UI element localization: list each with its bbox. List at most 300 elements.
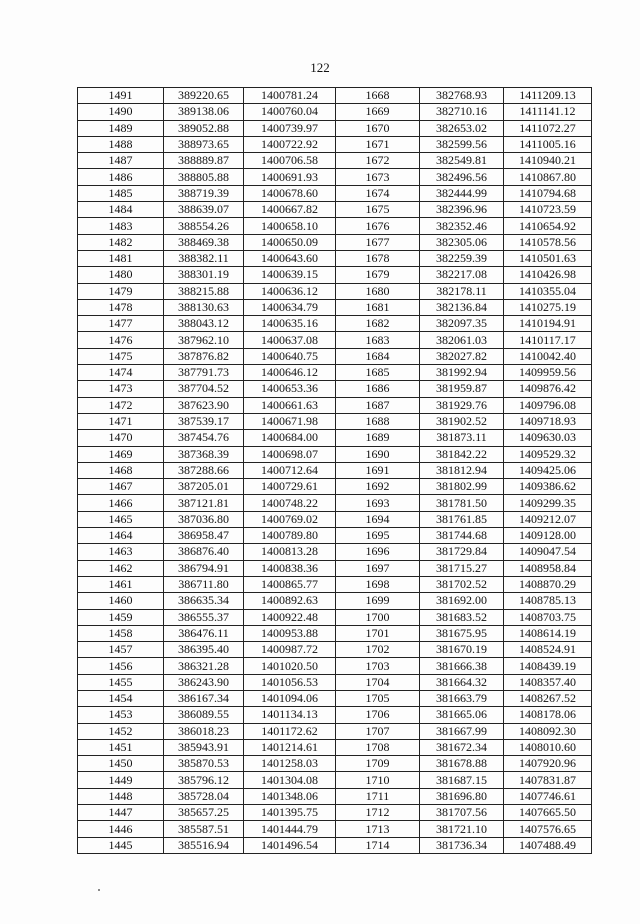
point-id-right-cell: 1687 [336,397,420,413]
x-coord-right-cell: 381842.22 [420,446,504,462]
table-row [78,528,592,544]
x-coord-right-cell: 381992.94 [420,365,504,381]
x-coord-right-cell: 381959.87 [420,381,504,397]
x-coord-right-cell: 381666.38 [420,658,504,674]
point-id-left-cell: 1490 [78,104,164,120]
point-id-left-cell: 1474 [78,365,164,381]
x-coord-right-cell: 382097.35 [420,316,504,332]
point-id-right-cell: 1682 [336,316,420,332]
y-coord-right-cell: 1408092.30 [504,723,592,739]
y-coord-left-cell: 1401020.50 [244,658,336,674]
x-coord-right-cell: 382259.39 [420,250,504,266]
x-coord-left-cell: 385728.04 [164,788,244,804]
y-coord-left-cell: 1400684.00 [244,430,336,446]
point-id-right-cell: 1711 [336,788,420,804]
table-row [78,316,592,332]
coordinates-table-body [78,88,592,854]
x-coord-left-cell: 388130.63 [164,299,244,315]
x-coord-right-cell: 382027.82 [420,348,504,364]
point-id-left-cell: 1464 [78,528,164,544]
x-coord-left-cell: 385587.51 [164,821,244,837]
table-row [78,772,592,788]
x-coord-left-cell: 386876.40 [164,544,244,560]
point-id-right-cell: 1709 [336,756,420,772]
y-coord-left-cell: 1401496.54 [244,837,336,853]
y-coord-left-cell: 1400671.98 [244,413,336,429]
y-coord-right-cell: 1408870.29 [504,576,592,592]
y-coord-left-cell: 1400646.12 [244,365,336,381]
y-coord-right-cell: 1408703.75 [504,609,592,625]
x-coord-right-cell: 381929.76 [420,397,504,413]
x-coord-left-cell: 386555.37 [164,609,244,625]
y-coord-right-cell: 1409047.54 [504,544,592,560]
point-id-left-cell: 1475 [78,348,164,364]
y-coord-right-cell: 1410275.19 [504,299,592,315]
point-id-right-cell: 1673 [336,169,420,185]
x-coord-left-cell: 388719.39 [164,185,244,201]
y-coord-left-cell: 1401056.53 [244,674,336,690]
table-row [78,88,592,104]
y-coord-left-cell: 1400769.02 [244,511,336,527]
table-row [78,397,592,413]
table-row [78,805,592,821]
x-coord-right-cell: 381663.79 [420,690,504,706]
table-row [78,560,592,576]
point-id-left-cell: 1462 [78,560,164,576]
y-coord-left-cell: 1401094.06 [244,690,336,706]
y-coord-left-cell: 1401395.75 [244,805,336,821]
x-coord-left-cell: 386476.11 [164,625,244,641]
x-coord-right-cell: 381707.56 [420,805,504,821]
table-row [78,658,592,674]
x-coord-right-cell: 381696.80 [420,788,504,804]
x-coord-left-cell: 388469.38 [164,234,244,250]
point-id-right-cell: 1668 [336,88,420,104]
x-coord-right-cell: 381736.34 [420,837,504,853]
point-id-right-cell: 1689 [336,430,420,446]
x-coord-left-cell: 387036.80 [164,511,244,527]
y-coord-left-cell: 1400748.22 [244,495,336,511]
point-id-left-cell: 1459 [78,609,164,625]
x-coord-left-cell: 385657.25 [164,805,244,821]
point-id-left-cell: 1491 [78,88,164,104]
y-coord-left-cell: 1400635.16 [244,316,336,332]
x-coord-right-cell: 382217.08 [420,267,504,283]
table-row [78,723,592,739]
x-coord-left-cell: 386635.34 [164,593,244,609]
x-coord-left-cell: 387368.39 [164,446,244,462]
table-row [78,104,592,120]
x-coord-left-cell: 386395.40 [164,642,244,658]
point-id-left-cell: 1454 [78,690,164,706]
point-id-left-cell: 1463 [78,544,164,560]
x-coord-right-cell: 381873.11 [420,430,504,446]
table-row [78,267,592,283]
table-row [78,381,592,397]
point-id-left-cell: 1465 [78,511,164,527]
table-row [78,495,592,511]
x-coord-right-cell: 382549.81 [420,153,504,169]
point-id-left-cell: 1460 [78,593,164,609]
y-coord-right-cell: 1409128.00 [504,528,592,544]
table-row [78,250,592,266]
coordinates-table [77,87,592,854]
point-id-right-cell: 1707 [336,723,420,739]
y-coord-left-cell: 1400640.75 [244,348,336,364]
table-row [78,821,592,837]
table-row [78,739,592,755]
table-row [78,544,592,560]
x-coord-left-cell: 388973.65 [164,136,244,152]
table-row [78,788,592,804]
x-coord-right-cell: 381667.99 [420,723,504,739]
x-coord-right-cell: 381670.19 [420,642,504,658]
table-row [78,446,592,462]
y-coord-left-cell: 1400953.88 [244,625,336,641]
point-id-left-cell: 1471 [78,413,164,429]
x-coord-right-cell: 382710.16 [420,104,504,120]
point-id-left-cell: 1468 [78,462,164,478]
point-id-left-cell: 1470 [78,430,164,446]
x-coord-left-cell: 388554.26 [164,218,244,234]
y-coord-right-cell: 1410867.80 [504,169,592,185]
point-id-left-cell: 1484 [78,202,164,218]
table-row [78,169,592,185]
x-coord-right-cell: 381664.32 [420,674,504,690]
x-coord-left-cell: 386243.90 [164,674,244,690]
x-coord-right-cell: 382061.03 [420,332,504,348]
scan-speck [98,889,100,891]
x-coord-right-cell: 381812.94 [420,462,504,478]
table-row [78,185,592,201]
x-coord-right-cell: 382396.96 [420,202,504,218]
y-coord-right-cell: 1411005.16 [504,136,592,152]
point-id-left-cell: 1446 [78,821,164,837]
point-id-left-cell: 1448 [78,788,164,804]
point-id-right-cell: 1695 [336,528,420,544]
y-coord-right-cell: 1407746.61 [504,788,592,804]
point-id-right-cell: 1699 [336,593,420,609]
y-coord-right-cell: 1409386.62 [504,479,592,495]
point-id-right-cell: 1705 [336,690,420,706]
y-coord-left-cell: 1400922.48 [244,609,336,625]
point-id-right-cell: 1670 [336,120,420,136]
y-coord-left-cell: 1400987.72 [244,642,336,658]
x-coord-left-cell: 387962.10 [164,332,244,348]
x-coord-left-cell: 388889.87 [164,153,244,169]
table-row [78,136,592,152]
y-coord-right-cell: 1407576.65 [504,821,592,837]
x-coord-left-cell: 386089.55 [164,707,244,723]
y-coord-left-cell: 1401304.08 [244,772,336,788]
point-id-left-cell: 1457 [78,642,164,658]
x-coord-left-cell: 387791.73 [164,365,244,381]
y-coord-right-cell: 1410355.04 [504,283,592,299]
point-id-right-cell: 1693 [336,495,420,511]
x-coord-right-cell: 381802.99 [420,479,504,495]
y-coord-right-cell: 1410426.98 [504,267,592,283]
y-coord-right-cell: 1410117.17 [504,332,592,348]
point-id-right-cell: 1696 [336,544,420,560]
x-coord-right-cell: 382653.02 [420,120,504,136]
x-coord-left-cell: 385870.53 [164,756,244,772]
y-coord-right-cell: 1411141.12 [504,104,592,120]
x-coord-left-cell: 387876.82 [164,348,244,364]
point-id-right-cell: 1714 [336,837,420,853]
table-row [78,413,592,429]
y-coord-right-cell: 1410723.59 [504,202,592,218]
table-row [78,593,592,609]
point-id-right-cell: 1704 [336,674,420,690]
point-id-right-cell: 1710 [336,772,420,788]
point-id-right-cell: 1694 [336,511,420,527]
y-coord-right-cell: 1409796.08 [504,397,592,413]
point-id-right-cell: 1683 [336,332,420,348]
point-id-left-cell: 1453 [78,707,164,723]
point-id-left-cell: 1473 [78,381,164,397]
x-coord-left-cell: 388043.12 [164,316,244,332]
x-coord-right-cell: 382178.11 [420,283,504,299]
point-id-right-cell: 1708 [336,739,420,755]
table-row [78,674,592,690]
x-coord-right-cell: 382352.46 [420,218,504,234]
point-id-left-cell: 1450 [78,756,164,772]
y-coord-left-cell: 1401348.06 [244,788,336,804]
x-coord-left-cell: 389220.65 [164,88,244,104]
point-id-right-cell: 1703 [336,658,420,674]
y-coord-left-cell: 1400781.24 [244,88,336,104]
x-coord-left-cell: 385516.94 [164,837,244,853]
point-id-right-cell: 1674 [336,185,420,201]
x-coord-left-cell: 385943.91 [164,739,244,755]
x-coord-left-cell: 386167.34 [164,690,244,706]
y-coord-right-cell: 1409529.32 [504,446,592,462]
x-coord-left-cell: 385796.12 [164,772,244,788]
point-id-right-cell: 1681 [336,299,420,315]
x-coord-left-cell: 386958.47 [164,528,244,544]
point-id-right-cell: 1702 [336,642,420,658]
x-coord-left-cell: 387205.01 [164,479,244,495]
table-row [78,479,592,495]
point-id-right-cell: 1677 [336,234,420,250]
x-coord-left-cell: 386794.91 [164,560,244,576]
y-coord-left-cell: 1401214.61 [244,739,336,755]
x-coord-right-cell: 381761.85 [420,511,504,527]
point-id-left-cell: 1461 [78,576,164,592]
y-coord-right-cell: 1409718.93 [504,413,592,429]
y-coord-right-cell: 1407488.49 [504,837,592,853]
x-coord-right-cell: 381678.88 [420,756,504,772]
table-row [78,283,592,299]
point-id-left-cell: 1466 [78,495,164,511]
point-id-right-cell: 1712 [336,805,420,821]
point-id-left-cell: 1447 [78,805,164,821]
point-id-left-cell: 1481 [78,250,164,266]
x-coord-right-cell: 381687.15 [420,772,504,788]
x-coord-right-cell: 382599.56 [420,136,504,152]
y-coord-right-cell: 1408010.60 [504,739,592,755]
point-id-left-cell: 1480 [78,267,164,283]
point-id-left-cell: 1456 [78,658,164,674]
x-coord-left-cell: 388301.19 [164,267,244,283]
point-id-right-cell: 1691 [336,462,420,478]
point-id-right-cell: 1676 [336,218,420,234]
point-id-left-cell: 1487 [78,153,164,169]
y-coord-right-cell: 1409425.06 [504,462,592,478]
table-row [78,332,592,348]
y-coord-left-cell: 1400813.28 [244,544,336,560]
y-coord-right-cell: 1408178.06 [504,707,592,723]
y-coord-left-cell: 1400639.15 [244,267,336,283]
y-coord-right-cell: 1407920.96 [504,756,592,772]
point-id-right-cell: 1672 [336,153,420,169]
point-id-left-cell: 1486 [78,169,164,185]
y-coord-right-cell: 1410654.92 [504,218,592,234]
point-id-right-cell: 1669 [336,104,420,120]
x-coord-right-cell: 381715.27 [420,560,504,576]
y-coord-right-cell: 1410501.63 [504,250,592,266]
y-coord-right-cell: 1410194.91 [504,316,592,332]
y-coord-left-cell: 1400634.79 [244,299,336,315]
point-id-right-cell: 1684 [336,348,420,364]
y-coord-right-cell: 1410794.68 [504,185,592,201]
y-coord-left-cell: 1400712.64 [244,462,336,478]
point-id-left-cell: 1451 [78,739,164,755]
table-row [78,365,592,381]
y-coord-right-cell: 1410042.40 [504,348,592,364]
y-coord-left-cell: 1400661.63 [244,397,336,413]
y-coord-left-cell: 1401172.62 [244,723,336,739]
point-id-left-cell: 1467 [78,479,164,495]
y-coord-right-cell: 1408357.40 [504,674,592,690]
table-row [78,234,592,250]
y-coord-left-cell: 1400667.82 [244,202,336,218]
y-coord-right-cell: 1411209.13 [504,88,592,104]
point-id-right-cell: 1679 [336,267,420,283]
x-coord-left-cell: 386711.80 [164,576,244,592]
y-coord-right-cell: 1408524.91 [504,642,592,658]
table-row [78,756,592,772]
y-coord-right-cell: 1408267.52 [504,690,592,706]
y-coord-right-cell: 1408785.13 [504,593,592,609]
point-id-right-cell: 1685 [336,365,420,381]
point-id-left-cell: 1472 [78,397,164,413]
x-coord-right-cell: 381692.00 [420,593,504,609]
y-coord-left-cell: 1401134.13 [244,707,336,723]
y-coord-left-cell: 1400892.63 [244,593,336,609]
point-id-right-cell: 1690 [336,446,420,462]
x-coord-left-cell: 389052.88 [164,120,244,136]
y-coord-right-cell: 1409212.07 [504,511,592,527]
x-coord-right-cell: 381729.84 [420,544,504,560]
table-row [78,299,592,315]
table-row [78,609,592,625]
y-coord-left-cell: 1400658.10 [244,218,336,234]
point-id-left-cell: 1477 [78,316,164,332]
y-coord-left-cell: 1400637.08 [244,332,336,348]
x-coord-right-cell: 382768.93 [420,88,504,104]
x-coord-left-cell: 387121.81 [164,495,244,511]
x-coord-left-cell: 387704.52 [164,381,244,397]
table-row [78,707,592,723]
y-coord-left-cell: 1401444.79 [244,821,336,837]
point-id-left-cell: 1482 [78,234,164,250]
table-row [78,218,592,234]
point-id-right-cell: 1680 [336,283,420,299]
point-id-right-cell: 1701 [336,625,420,641]
point-id-left-cell: 1452 [78,723,164,739]
y-coord-right-cell: 1407831.87 [504,772,592,788]
x-coord-left-cell: 389138.06 [164,104,244,120]
y-coord-left-cell: 1400691.93 [244,169,336,185]
point-id-right-cell: 1678 [336,250,420,266]
x-coord-left-cell: 388215.88 [164,283,244,299]
page-number: 122 [310,60,330,75]
table-row [78,153,592,169]
x-coord-right-cell: 382305.06 [420,234,504,250]
point-id-left-cell: 1455 [78,674,164,690]
point-id-right-cell: 1700 [336,609,420,625]
y-coord-right-cell: 1407665.50 [504,805,592,821]
x-coord-right-cell: 382496.56 [420,169,504,185]
x-coord-left-cell: 387288.66 [164,462,244,478]
y-coord-left-cell: 1400865.77 [244,576,336,592]
y-coord-left-cell: 1400838.36 [244,560,336,576]
y-coord-left-cell: 1400760.04 [244,104,336,120]
x-coord-left-cell: 388805.88 [164,169,244,185]
table-row [78,837,592,853]
x-coord-right-cell: 381665.06 [420,707,504,723]
x-coord-left-cell: 387539.17 [164,413,244,429]
y-coord-right-cell: 1408439.19 [504,658,592,674]
table-row [78,690,592,706]
x-coord-left-cell: 387623.90 [164,397,244,413]
y-coord-left-cell: 1400789.80 [244,528,336,544]
point-id-left-cell: 1485 [78,185,164,201]
y-coord-left-cell: 1400706.58 [244,153,336,169]
y-coord-left-cell: 1400698.07 [244,446,336,462]
point-id-left-cell: 1488 [78,136,164,152]
x-coord-right-cell: 381675.95 [420,625,504,641]
x-coord-right-cell: 382136.84 [420,299,504,315]
x-coord-right-cell: 381902.52 [420,413,504,429]
y-coord-left-cell: 1400650.09 [244,234,336,250]
y-coord-right-cell: 1410940.21 [504,153,592,169]
y-coord-right-cell: 1410578.56 [504,234,592,250]
x-coord-right-cell: 382444.99 [420,185,504,201]
table-row [78,511,592,527]
x-coord-right-cell: 381744.68 [420,528,504,544]
y-coord-left-cell: 1400678.60 [244,185,336,201]
point-id-left-cell: 1458 [78,625,164,641]
x-coord-right-cell: 381781.50 [420,495,504,511]
y-coord-right-cell: 1409959.56 [504,365,592,381]
point-id-left-cell: 1449 [78,772,164,788]
table-row [78,202,592,218]
y-coord-right-cell: 1409876.42 [504,381,592,397]
point-id-right-cell: 1698 [336,576,420,592]
y-coord-right-cell: 1409630.03 [504,430,592,446]
y-coord-left-cell: 1400739.97 [244,120,336,136]
point-id-left-cell: 1445 [78,837,164,853]
y-coord-right-cell: 1408614.19 [504,625,592,641]
point-id-right-cell: 1686 [336,381,420,397]
x-coord-left-cell: 386321.28 [164,658,244,674]
point-id-right-cell: 1692 [336,479,420,495]
point-id-right-cell: 1688 [336,413,420,429]
y-coord-left-cell: 1400653.36 [244,381,336,397]
y-coord-left-cell: 1400722.92 [244,136,336,152]
